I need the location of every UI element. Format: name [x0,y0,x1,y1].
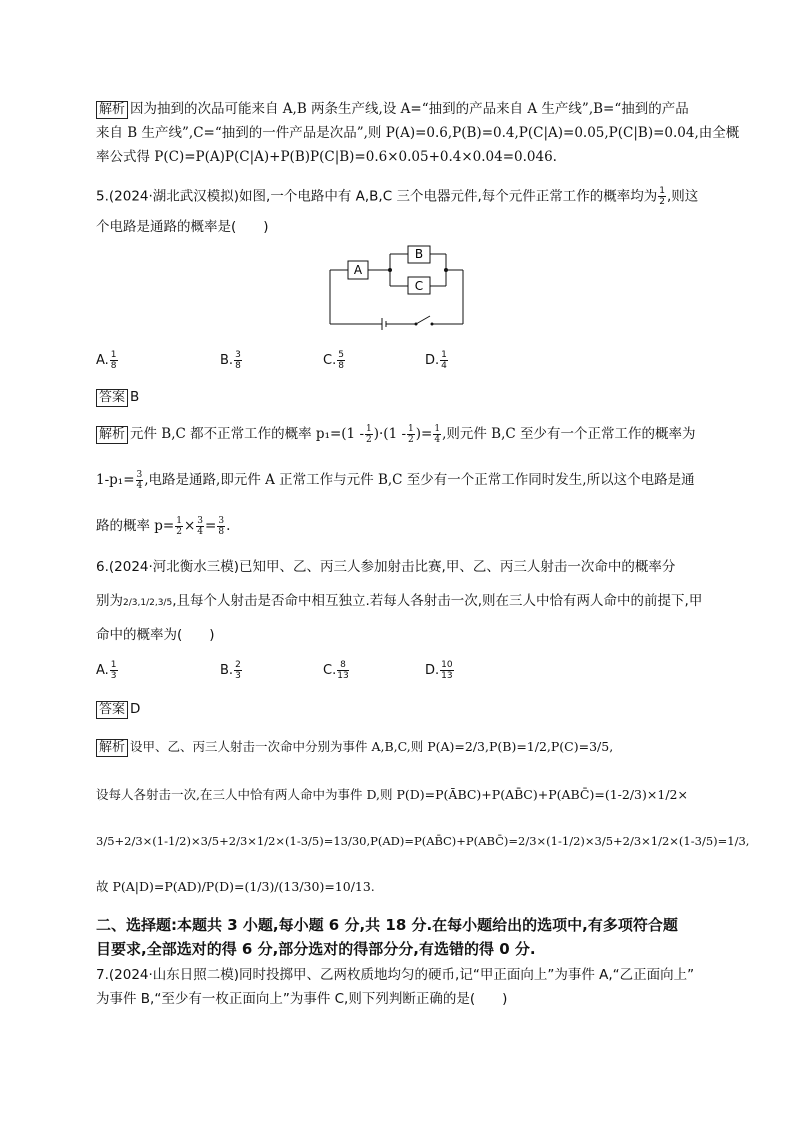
q5-analysis-line-1: 解析 元件 B,C 都不正常工作的概率 p₁=(1 - $\frac{1}{2}$ )·(1 - $\frac{1}{2}$ )= $\frac{1}{4}$ ,则元件 B,C 至少有一个正常工作的概率为 [96,424,696,445]
q6-stem-line-3: 命中的概率为( ) [96,627,215,643]
switch-contact [431,323,434,326]
junction-dot-right [444,268,448,272]
q5-analysis-line-2: 1-p₁= $\frac{3}{4}$ ,电路是通路,即元件 A 正常工作与元件 B,C 至少有一个正常工作同时发生,所以这个电路是通 [96,470,695,491]
section-2-heading-line-2: 目要求,全部选对的得 6 分,部分选对的得部分分,有选错的得 0 分. [96,940,536,958]
analysis-tag: 解析 [96,739,128,757]
q5-answer: 答案 B [96,388,139,407]
q5-option-c: C. $\frac{5}{8}$ [323,350,344,371]
q6-analysis-line-3: 3/5+2/3×(1-1/2)×3/5+2/3×1/2×(1-3/5)=13/30,P(AD)=P(AB̄C)+P(ABC̄)=2/3×(1-1/2)×3/5+2/3×1/2×(1-3/5)=1/3, [96,834,750,848]
answer-tag: 答案 [96,701,128,719]
q6-analysis-line-4: 故 P(A|D)=P(AD)/P(D)=(1/3)/(13/30)=10/13. [96,879,375,894]
answer-tag: 答案 [96,389,128,407]
q6-stem-line-2: 别为2/3,1/2,3/5,且每个人射击是否命中相互独立.若每人各射击一次,则在三人中恰有两人命中的前提下,甲 [96,593,703,609]
q7-stem-line-1: 7.(2024·山东日照二模)同时投掷甲、乙两枚质地均匀的硬币,记“甲正面向上”为事件 A,“乙正面向上” [96,967,695,983]
q6-option-c: C. $\frac{8}{13}$ [323,660,349,681]
switch-lever [416,316,430,324]
q5-option-d: D. $\frac{1}{4}$ [425,350,447,371]
circuit-diagram [320,240,470,332]
q6-stem-line-1: 6.(2024·河北衡水三模)已知甲、乙、丙三人参加射击比赛,甲、乙、丙三人射击一次命中的概率分 [96,559,676,575]
label-b: B [414,247,424,261]
q5-stem-line-2: 个电路是通路的概率是( ) [96,219,269,235]
junction-dot-left [388,268,392,272]
q6-analysis-line-2: 设每人各射击一次,在三人中恰有两人命中为事件 D,则 P(D)=P(ĀBC)+P(AB̄C)+P(ABC̄)=(1-2/3)×1/2× [96,787,688,802]
q6-option-d: D. $\frac{10}{13}$ [425,660,453,681]
q5-option-a: A. $\frac{1}{8}$ [96,350,117,371]
analysis-tag: 解析 [96,101,128,119]
label-c: C [414,279,424,293]
q6-analysis-line-1: 解析 设甲、乙、丙三人射击一次命中分别为事件 A,B,C,则 P(A)=2/3,P(B)=1/2,P(C)=3/5, [96,738,613,757]
section-2-heading-line-1: 二、选择题:本题共 3 小题,每小题 6 分,共 18 分.在每小题给出的选项中,有多项符合题 [96,916,678,934]
q4-analysis-line-3: 率公式得 P(C)=P(A)P(C|A)+P(B)P(C|B)=0.6×0.05+0.4×0.04=0.046. [96,149,557,165]
switch-pivot [415,323,418,326]
q5-analysis-line-3: 路的概率 p= $\frac{1}{2}$ × $\frac{3}{4}$ = $\frac{3}{8}$ . [96,516,231,537]
q6-answer: 答案 D [96,700,140,719]
q5-stem-line-1: 5.(2024·湖北武汉模拟)如图,一个电路中有 A,B,C 三个电器元件,每个元件正常工作的概率均为 $\frac{1}{2}$ ,则这 [96,186,699,207]
fraction: $\frac{1}{2}$ [659,186,665,207]
q4-analysis-line-1: 解析 因为抽到的次品可能来自 A,B 两条生产线,设 A=“抽到的产品来自 A 生产线”,B=“抽到的产品 [96,100,689,119]
q7-stem-line-2: 为事件 B,“至少有一枚正面向上”为事件 C,则下列判断正确的是( ) [96,991,508,1007]
analysis-tag: 解析 [96,426,128,444]
q6-option-a: A. $\frac{1}{3}$ [96,660,117,681]
q4-analysis-line-2: 来自 B 生产线”,C=“抽到的一件产品是次品”,则 P(A)=0.6,P(B)=0.4,P(C|A)=0.05,P(C|B)=0.04,由全概 [96,125,740,141]
q6-option-b: B. $\frac{2}{3}$ [220,660,241,681]
q5-option-b: B. $\frac{3}{8}$ [220,350,241,371]
label-a: A [353,263,363,277]
